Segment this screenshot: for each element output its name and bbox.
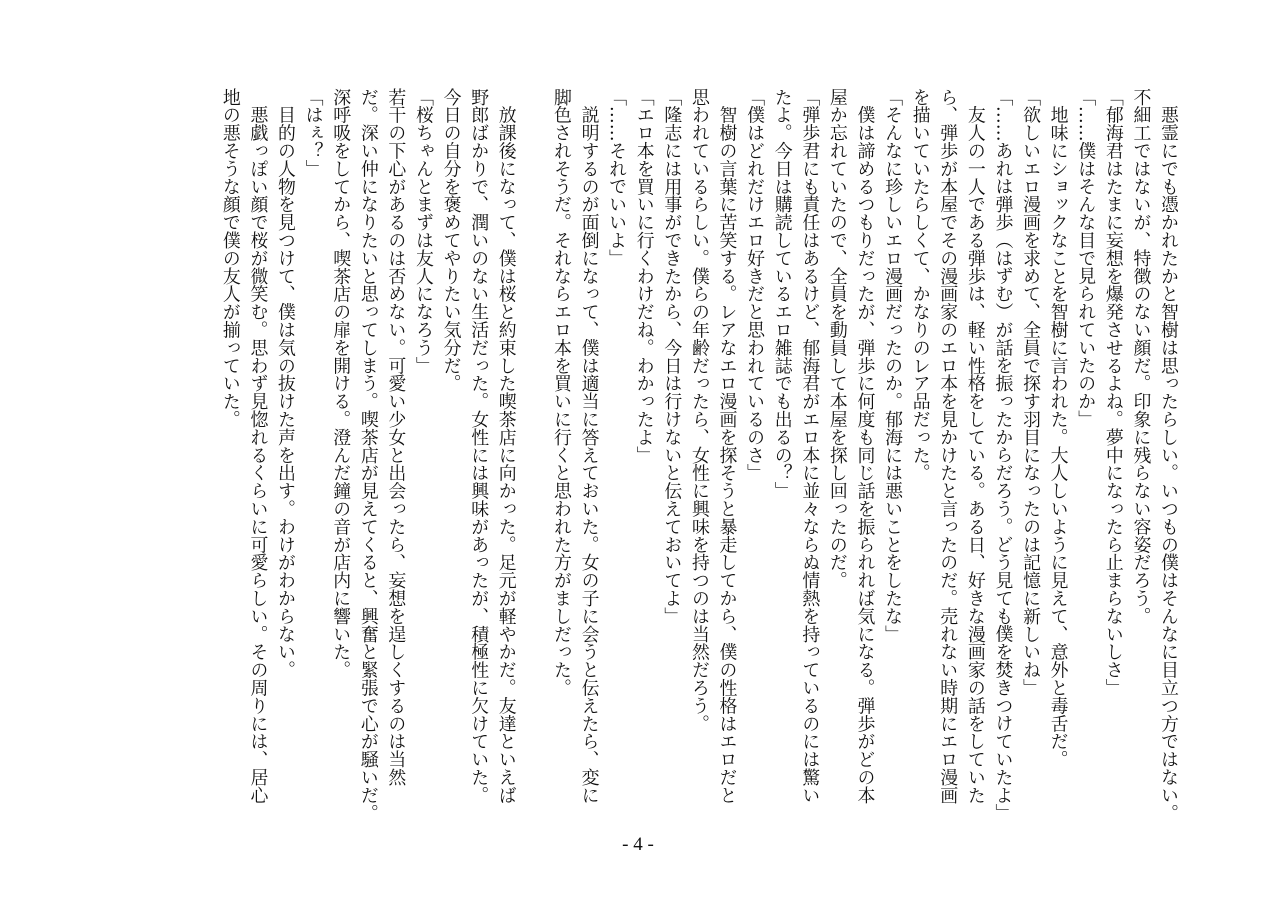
text-line: 若干の下心があるのは否めない。可愛い少女と出会ったら、妄想を逞しくするのは当然	[385, 88, 407, 787]
text-line: 「僕はどれだけエロ好きだと思われているのさ」	[744, 88, 766, 482]
text-line: 不細工ではないが、特徴のない顔だ。印象に残らない容姿だろう。	[1130, 88, 1152, 625]
text-line: 「はぇ？」	[302, 88, 324, 178]
text-line: だ。深い仲になりたいと思ってしまう。喫茶店が見えてくると、興奮と緊張で心が騒いだ。	[357, 88, 379, 822]
text-line: 僕は諦めるつもりだったが、弾歩に何度も同じ話を振られれば気になる。弾歩がどの本	[854, 88, 876, 804]
text-line: を描いていたらしくて、かなりのレア品だった。	[909, 88, 931, 482]
text-line: 「……それでいいよ」	[606, 88, 628, 267]
blank-line	[520, 88, 548, 810]
text-line: 思われているらしい。僕らの年齢だったら、女性に興味を持つのは当然だろう。	[688, 88, 710, 733]
text-line: 智樹の言葉に苦笑する。レアなエロ漫画を探そうと暴走してから、僕の性格はエロだと	[716, 88, 738, 804]
text-line: 野郎ばかりで、潤いのない生活だった。女性には興味があったが、積極性に欠けていた。	[468, 88, 490, 804]
text-line: 「……あれは弾歩（はずむ）が話を振ったからだろう。どう見ても僕を焚きつけていたよ」	[992, 88, 1014, 822]
text-line: 深呼吸をしてから、喫茶店の扉を開ける。澄んだ鐘の音が店内に響いた。	[330, 88, 352, 679]
text-line: 目的の人物を見つけて、僕は気の抜けた声を出す。わけがわからない。	[275, 88, 296, 679]
text-line: 「郁海君はたまに妄想を爆発させるよね。夢中になったら止まらないしさ」	[1102, 88, 1124, 697]
text-line: たよ。今日は購読しているエロ雑誌でも出るの？」	[771, 88, 793, 500]
text-line: 「エロ本を買いに行くわけだね。わかったよ」	[633, 88, 655, 464]
text-line: 「隆志には用事ができたから、今日は行けないと伝えておいてよ」	[661, 88, 683, 625]
page-number: - 4 -	[622, 834, 654, 855]
text-line: 説明するのが面倒になって、僕は適当に答えておいた。女の子に会うと伝えたら、変に	[578, 88, 600, 804]
text-line: 「欲しいエロ漫画を求めて、全員で探す羽目になったのは記憶に新しいね」	[1020, 88, 1042, 697]
text-line: 地の悪そうな顔で僕の友人が揃っていた。	[219, 88, 241, 429]
text-line: 今日の自分を褒めてやりたい気分だ。	[440, 88, 462, 393]
text-line: 「そんなに珍しいエロ漫画だったのか。郁海には悪いことをしたな」	[882, 88, 904, 643]
text-line: 脚色されそうだ。それならエロ本を買いに行くと思われた方がましだった。	[550, 88, 572, 697]
text-line: 屋か忘れていたので、全員を動員して本屋を探し回ったのだ。	[826, 88, 848, 590]
vertical-text-body	[216, 88, 1182, 822]
text-line: 放課後になって、僕は桜と約束した喫茶店に向かった。足元が軽やかだ。友達といえば	[495, 88, 517, 804]
text-line: 「……僕はそんな目で見られていたのか」	[1075, 88, 1097, 429]
text-line: 悪霊にでも憑かれたかと智樹は思ったらしい。いつもの僕はそんなに目立つ方ではない。	[1158, 88, 1179, 822]
text-line: ら、弾歩が本屋でその漫画家のエロ本を見かけたと言ったのだ。売れない時期にエロ漫画	[937, 88, 959, 804]
text-line: 友人の一人である弾歩は、軽い性格をしている。ある日、好きな漫画家の話をしていた	[964, 88, 986, 804]
text-line: 「弾歩君にも責任はあるけど、郁海君がエロ本に並々ならぬ情熱を持っているのには驚い	[799, 88, 821, 804]
text-line: 地味にショックなことを智樹に言われた。大人しいように見えて、意外と毒舌だ。	[1047, 88, 1069, 769]
text-line: 悪戯っぽい顔で桜が微笑む。思わず見惚れるくらいに可愛らしい。その周りには、居心	[247, 88, 269, 804]
text-line: 「桜ちゃんとまずは友人になろう」	[412, 88, 434, 375]
